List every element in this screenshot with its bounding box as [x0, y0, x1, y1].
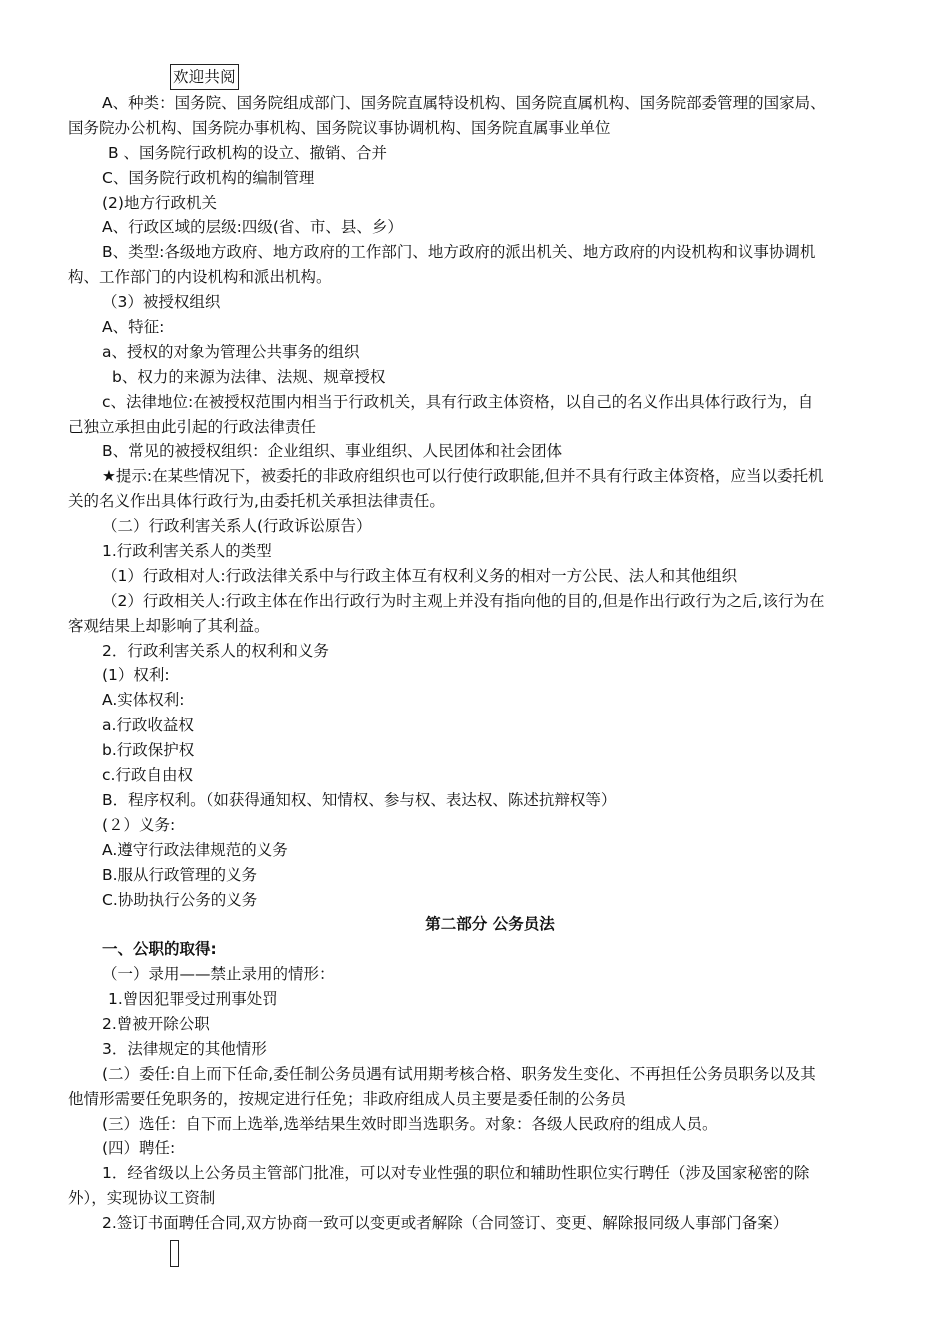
empty-text-box	[170, 1240, 179, 1267]
text-line: a.行政收益权	[102, 716, 194, 735]
text-line: 2.签订书面聘任合同,双方协商一致可以变更或者解除（合同签订、变更、解除报同级人事部门备案）	[102, 1214, 789, 1233]
text-line: A.实体权利:	[102, 691, 185, 710]
text-line: 1．经省级以上公务员主管部门批准，可以对专业性强的职位和辅助性职位实行聘任（涉及国家秘密的除	[102, 1164, 810, 1183]
text-line: (1）权利:	[102, 666, 170, 685]
text-line: 他情形需要任免职务的，按规定进行任免；非政府组成人员主要是委任制的公务员	[68, 1089, 627, 1108]
text-line: a、授权的对象为管理公共事务的组织	[102, 342, 360, 361]
text-line: B、类型:各级地方政府、地方政府的工作部门、地方政府的派出机关、地方政府的内设机构和议事协调机	[102, 243, 816, 262]
text-line: b.行政保护权	[102, 741, 195, 760]
text-line: C、国务院行政机构的编制管理	[102, 168, 315, 187]
text-line: A.遵守行政法律规范的义务	[102, 840, 288, 859]
text-line: （3）被授权组织	[102, 293, 221, 312]
text-line: B、常见的被授权组织：企业组织、事业组织、人民团体和社会团体	[102, 442, 563, 461]
text-line: 1.行政利害关系人的类型	[102, 542, 272, 561]
text-line: ★提示:在某些情况下，被委托的非政府组织也可以行使行政职能,但并不具有行政主体资格，应当以委托机	[102, 467, 824, 486]
text-line: 构、工作部门的内设机构和派出机构。	[68, 268, 332, 287]
text-line: 1.曾因犯罪受过刑事处罚	[108, 990, 278, 1009]
subsection-heading: 一、公职的取得:	[102, 940, 217, 959]
text-line: 关的名义作出具体行政行为,由委托机关承担法律责任。	[68, 492, 445, 511]
text-line: 外），实现协议工资制	[68, 1189, 216, 1208]
text-line: （1）行政相对人:行政法律关系中与行政主体互有权利义务的相对一方公民、法人和其他组织	[102, 566, 738, 585]
text-line: 2．行政利害关系人的权利和义务	[102, 641, 329, 660]
text-line: (2)地方行政机关	[102, 193, 217, 212]
text-line: b、权力的来源为法律、法规、规章授权	[112, 367, 386, 386]
text-line: A、特征:	[102, 318, 165, 337]
section-heading: 第二部分 公务员法	[425, 915, 555, 934]
text-line: （2）行政相关人:行政主体在作出行政行为时主观上并没有指向他的目的,但是作出行政行为之后,该行为在	[102, 591, 825, 610]
text-line: c.行政自由权	[102, 766, 193, 785]
text-line: (２）义务:	[102, 815, 176, 834]
text-line: 国务院办公机构、国务院办事机构、国务院议事协调机构、国务院直属事业单位	[68, 118, 611, 137]
text-line: B．程序权利。（如获得通知权、知情权、参与权、表达权、陈述抗辩权等）	[102, 790, 617, 809]
text-line: 己独立承担由此引起的行政法律责任	[68, 417, 317, 436]
text-line: A、种类：国务院、国务院组成部门、国务院直属特设机构、国务院直属机构、国务院部委管理的国家局、	[102, 94, 826, 112]
text-line: 2.曾被开除公职	[102, 1014, 210, 1033]
text-line: c、法律地位:在被授权范围内相当于行政机关，具有行政主体资格，以自己的名义作出具体行政行为，自	[102, 392, 814, 411]
body-text	[68, 91, 880, 1236]
text-line: (三）选任：自下而上选举,选举结果生效时即当选职务。对象：各级人民政府的组成人员。	[102, 1114, 718, 1133]
text-line: (四）聘任:	[102, 1139, 176, 1158]
text-line: 客观结果上却影响了其利益。	[68, 616, 270, 635]
text-line: (二）委任:自上而下任命,委任制公务员遇有试用期考核合格、职务发生变化、不再担任公务员职务以及其	[102, 1064, 816, 1083]
text-line: B.服从行政管理的义务	[102, 865, 258, 884]
text-line: 3．法律规定的其他情形	[102, 1039, 267, 1058]
text-line: （二）行政利害关系人(行政诉讼原告）	[102, 517, 372, 536]
text-line: C.协助执行公务的义务	[102, 890, 258, 909]
text-line: B 、国务院行政机构的设立、撤销、合并	[108, 143, 388, 162]
header-title-box: 欢迎共阅	[170, 64, 239, 90]
text-line: A、行政区域的层级:四级(省、市、县、乡）	[102, 218, 403, 237]
text-line: （一）录用——禁止录用的情形：	[102, 965, 335, 984]
